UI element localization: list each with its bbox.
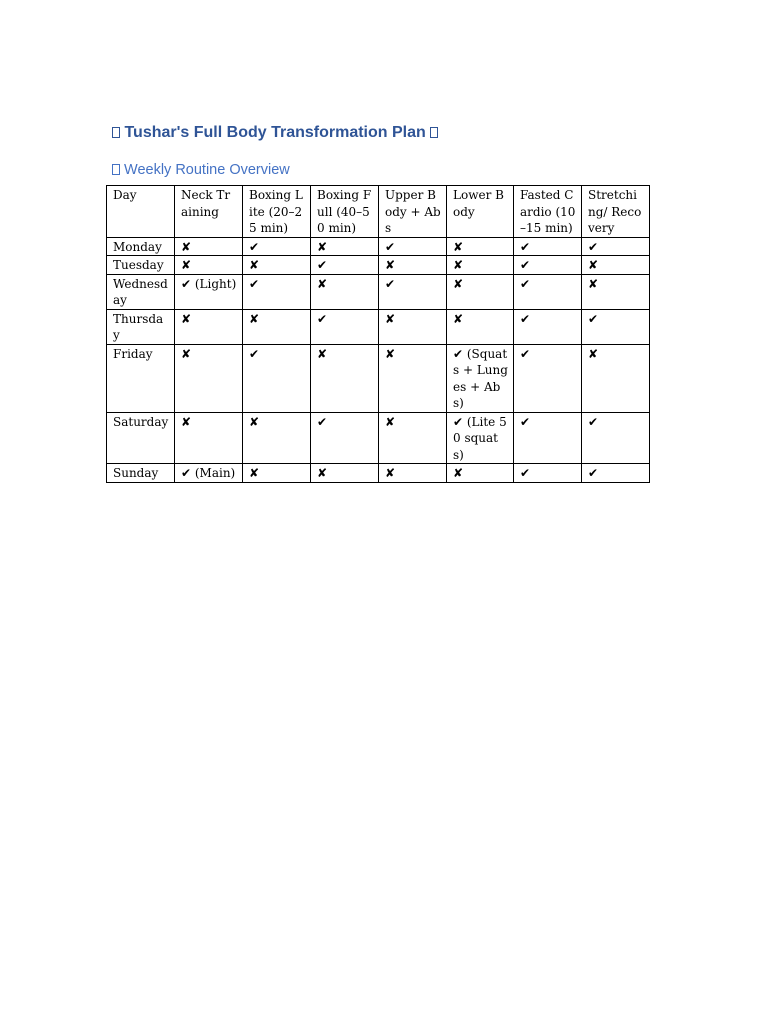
table-cell: ✘ [447, 274, 514, 309]
table-cell: ✔ [243, 344, 311, 412]
table-row [107, 237, 650, 256]
table-cell: ✘ [175, 412, 243, 464]
table-cell: ✘ [311, 344, 379, 412]
table-row [107, 309, 650, 344]
table-cell: ✘ [379, 344, 447, 412]
table-cell: ✔ [514, 412, 582, 464]
header-cell-boxing-lite: Boxing Lite (20–25 min) [243, 186, 311, 238]
table-cell: ✘ [582, 344, 650, 412]
table-cell: ✘ [379, 412, 447, 464]
table-cell: ✘ [175, 256, 243, 275]
table-cell: ✔ [514, 256, 582, 275]
table-cell: Tuesday [107, 256, 175, 275]
document-title-text: Tushar's Full Body Transformation Plan [124, 124, 426, 141]
table-cell: Saturday [107, 412, 175, 464]
table-cell: ✔ [582, 412, 650, 464]
table-cell: ✘ [447, 464, 514, 483]
table-cell: ✘ [243, 309, 311, 344]
table-cell: ✔ (Lite 50 squats) [447, 412, 514, 464]
table-cell: ✔ [514, 237, 582, 256]
table-cell: ✔ (Squats + Lunges + Abs) [447, 344, 514, 412]
header-cell-day: Day [107, 186, 175, 238]
table-cell: Wednesday [107, 274, 175, 309]
table-row [107, 344, 650, 412]
table-cell: ✔ [514, 464, 582, 483]
table-cell: Sunday [107, 464, 175, 483]
table-cell: ✘ [582, 256, 650, 275]
table-cell: ✘ [311, 274, 379, 309]
missing-glyph-icon [430, 127, 438, 138]
table-cell: ✘ [175, 344, 243, 412]
table-cell: ✔ [311, 256, 379, 275]
table-cell: ✘ [243, 256, 311, 275]
header-cell-lower-body: Lower Body [447, 186, 514, 238]
table-cell: ✘ [243, 412, 311, 464]
table-header-row [107, 186, 650, 238]
table-cell: ✘ [447, 256, 514, 275]
header-cell-neck-training: Neck Training [175, 186, 243, 238]
table-cell: ✔ (Light) [175, 274, 243, 309]
table-cell: ✔ [582, 237, 650, 256]
header-cell-fasted-cardio: Fasted Cardio (10–15 min) [514, 186, 582, 238]
missing-glyph-icon [112, 127, 120, 138]
table-cell: ✔ [243, 237, 311, 256]
table-cell: ✘ [379, 256, 447, 275]
table-cell: ✔ [311, 412, 379, 464]
table-cell: ✘ [379, 464, 447, 483]
table-cell: ✘ [311, 464, 379, 483]
table-row [107, 412, 650, 464]
table-cell: ✘ [311, 237, 379, 256]
table-cell: ✔ [582, 464, 650, 483]
table-row [107, 464, 650, 483]
table-cell: ✘ [379, 309, 447, 344]
section-heading-text: Weekly Routine Overview [124, 162, 290, 178]
table-cell: ✔ [514, 309, 582, 344]
document-title [112, 124, 438, 142]
weekly-routine-table [106, 185, 650, 483]
table-cell: ✘ [582, 274, 650, 309]
header-cell-boxing-full: Boxing Full (40–50 min) [311, 186, 379, 238]
table-row [107, 274, 650, 309]
table-cell: ✔ [379, 274, 447, 309]
table-cell: ✘ [447, 237, 514, 256]
table-cell: ✔ [514, 274, 582, 309]
table-cell: ✔ [582, 309, 650, 344]
table-cell: ✔ [243, 274, 311, 309]
table-cell: ✔ [311, 309, 379, 344]
table-cell: ✔ (Main) [175, 464, 243, 483]
table-cell: ✔ [514, 344, 582, 412]
table-cell: Friday [107, 344, 175, 412]
table-cell: ✔ [379, 237, 447, 256]
table-cell: ✘ [175, 237, 243, 256]
table-cell: ✘ [447, 309, 514, 344]
table-row [107, 256, 650, 275]
section-heading [112, 162, 290, 178]
missing-glyph-icon [112, 164, 120, 175]
table-cell: ✘ [243, 464, 311, 483]
header-cell-stretching: Stretching/ Recovery [582, 186, 650, 238]
table-cell: Monday [107, 237, 175, 256]
table-cell: ✘ [175, 309, 243, 344]
table-cell: Thursday [107, 309, 175, 344]
header-cell-upper-body: Upper Body + Abs [379, 186, 447, 238]
